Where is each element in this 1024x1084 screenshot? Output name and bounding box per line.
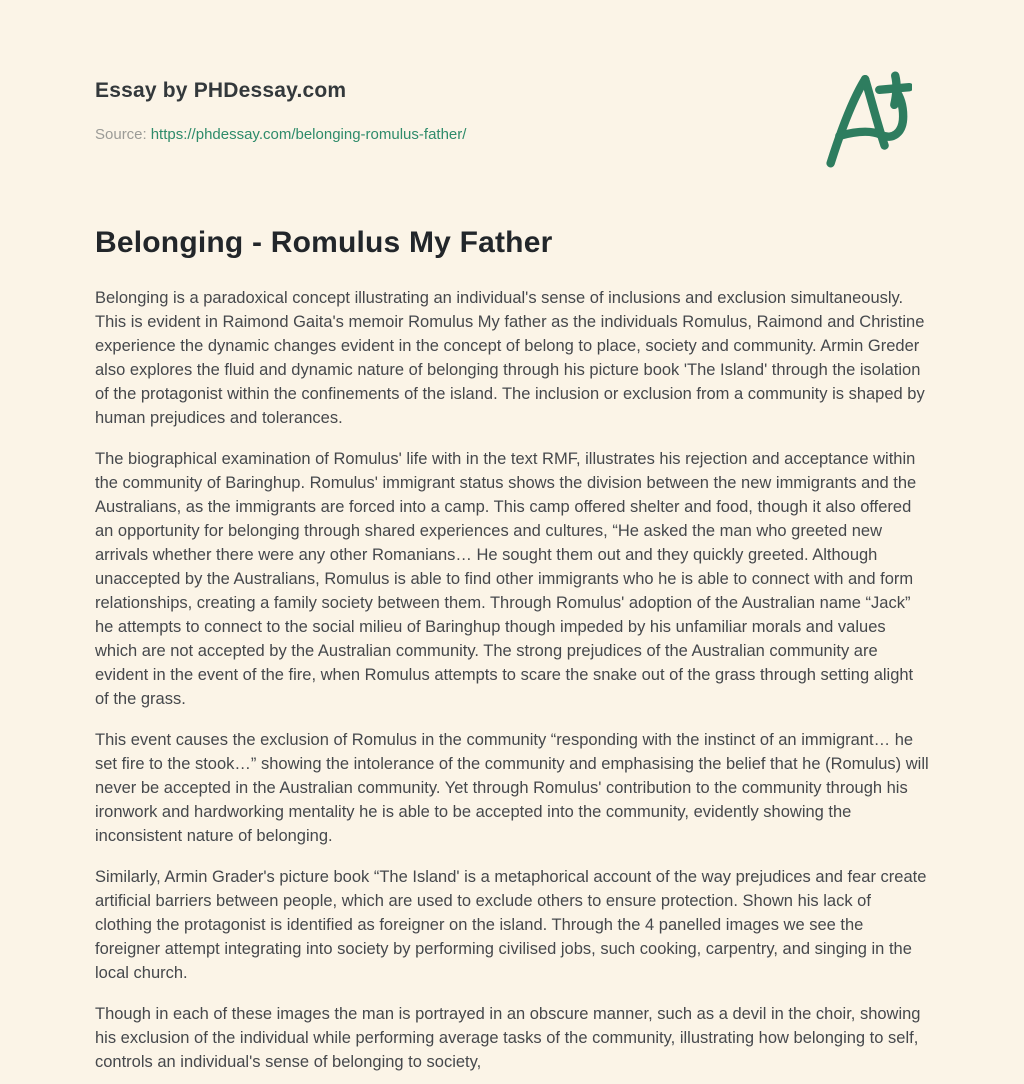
essay-paragraph: Belonging is a paradoxical concept illustrating an individual's sense of inclusions and exclusion simultaneously. This is evident in Raimond Gaita's memoir Romulus My father as the individuals Romulus, Raimond and Christine experience the dynamic changes evident in the concept of belong to place, society and community. Armin Greder also explores the fluid and dynamic nature of belonging through his picture book 'The Island' through the isolation of the protagonist within the confinements of the island. The inclusion or exclusion from a community is shaped by human prejudices and tolerances. (95, 289, 925, 427)
source-label: Source: (95, 126, 147, 143)
essay-paragraph: Similarly, Armin Grader's picture book “The Island' is a metaphorical account of the way prejudices and fear create artificial barriers between people, which are used to exclude others to ensure protection. Shown his lack of clothing the protagonist is identified as foreigner on the island. Through the 4 panelled images we see the foreigner attempt integrating into society by performing civilised jobs, such cooking, carpentry, and singing in the local church. (95, 868, 927, 982)
source-url-link[interactable]: https://phdessay.com/belonging-romulus-father/ (150, 126, 467, 143)
source-line (95, 126, 930, 144)
essay-body (95, 286, 930, 1074)
essay-paragraph: This event causes the exclusion of Romulus in the community “responding with the instinct of an immigrant… he set fire to the stook…” showing the intolerance of the community and emphasising the belief that he (Romulus) will never be accepted in the Australian community. Yet through Romulus' contribution to the community through his ironwork and hardworking mentality he is able to be accepted into the community, evidently showing the inconsistent nature of belonging. (95, 731, 929, 845)
page-byline: Essay by PHDessay.com (95, 79, 347, 102)
a-plus-logo-icon (820, 68, 912, 170)
essay-paragraph: Though in each of these images the man is portrayed in an obscure manner, such as a devil in the choir, showing his exclusion of the individual while performing average tasks of the community, illustrating how belonging to self, controls an individual's sense of belonging to society, (95, 1005, 921, 1071)
essay-paragraph: The biographical examination of Romulus' life with in the text RMF, illustrates his rejection and acceptance within the community of Baringhup. Romulus' immigrant status shows the division between the new immigrants and the Australians, as the immigrants are forced into a camp. This camp offered shelter and food, though it also offered an opportunity for belonging through shared experiences and cultures, “He asked the man who greeted new arrivals whether there were any other Romanians… He sought them out and they quickly greeted. Although unaccepted by the Australians, Romulus is able to find other immigrants who he is able to connect with and form relationships, creating a family society between them. Through Romulus' adoption of the Australian name “Jack” he attempts to connect to the social milieu of Baringhup though impeded by his unfamiliar morals and values which are not accepted by the Australian community. The strong prejudices of the Australian community are evident in the event of the fire, when Romulus attempts to scare the snake out of the grass through setting alight of the grass. (95, 450, 917, 708)
essay-title: Belonging - Romulus My Father (95, 226, 553, 259)
